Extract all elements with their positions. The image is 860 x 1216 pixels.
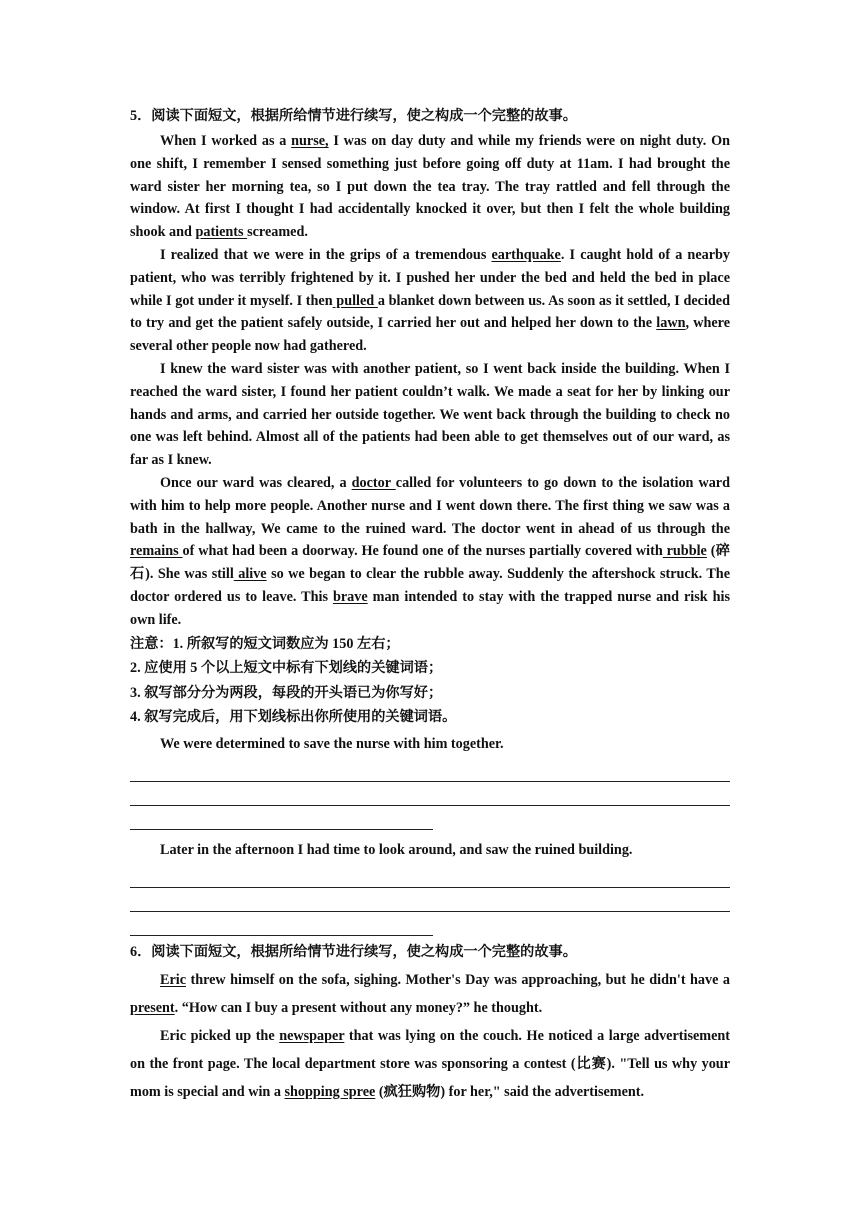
answer-line[interactable]	[130, 806, 433, 830]
question-6-heading: 6．阅读下面短文，根据所给情节进行续写，使之构成一个完整的故事。	[130, 943, 577, 960]
q6-paragraph-2: Eric picked up the newspaper that was lying on the couch. He noticed a large advertisement on the front page. The local department store was sponsoring a contest (比赛). "Tell us why your mom is special and win a shopping spree (疯狂购物) for her," said the advertisement.	[130, 1027, 730, 1100]
q5-note-1: 注意：1. 所叙写的短文词数应为 150 左右；	[130, 635, 400, 652]
q5-paragraph-4: Once our ward was cleared, a doctor called for volunteers to go down to the isolation ward with him to help more people. Another nurse and I went down there. The first thing we saw was a bath in the hallway, We came to the ruined ward. The doctor went in ahead of us through the remains of what had been a doorway. He found one of the nurses partially covered with rubble (碎石). She was still alive so we began to clear the rubble away. Suddenly the aftershock struck. The doctor ordered us to leave. This brave man intended to stay with the trapped nurse and risk his own life.	[130, 474, 730, 628]
answer-line[interactable]	[130, 782, 730, 806]
document-page	[130, 100, 730, 1106]
q5-opener-2: Later in the afternoon I had time to look around, and saw the ruined building.	[160, 841, 633, 858]
q6-paragraph-1: Eric threw himself on the sofa, sighing. Mother's Day was approaching, but he didn't have a present. “How can I buy a present without any money?” he thought.	[130, 971, 730, 1016]
q5-note-3: 3. 叙写部分分为两段，每段的开头语已为你写好；	[130, 684, 443, 701]
q5-paragraph-3: I knew the ward sister was with another patient, so I went back inside the building. When I reached the ward sister, I found her patient couldn’t walk. We made a seat for her by linking our hands and arms, and carried her outside together. We went back through the building to check no one was left behind. Almost all of the patients had been able to get themselves out of our ward, as far as I knew.	[130, 360, 730, 469]
q5-note-4: 4. 叙写完成后，用下划线标出你所使用的关键词语。	[130, 709, 457, 726]
answer-line[interactable]	[130, 864, 730, 888]
q5-opener-1: We were determined to save the nurse with him together.	[160, 735, 504, 752]
answer-line[interactable]	[130, 758, 730, 782]
q5-note-2: 2. 应使用 5 个以上短文中标有下划线的关键词语；	[130, 660, 443, 677]
answer-line[interactable]	[130, 912, 433, 936]
answer-line[interactable]	[130, 888, 730, 912]
q5-paragraph-2: I realized that we were in the grips of a tremendous earthquake. I caught hold of a nearby patient, who was terribly frightened by it. I pushed her under the bed and held the bed in place while I got under it myself. I then pulled a blanket down between us. As soon as it settled, I decided to try and get the patient safely outside, I carried her out and helped her down to the lawn, where several other people now had gathered.	[130, 246, 730, 355]
q5-paragraph-1: When I worked as a nurse, I was on day duty and while my friends were on night duty. On one shift, I remember I sensed something just before going off duty at 11am. I had brought the ward sister her morning tea, so I put down the tea tray. The tray rattled and fell through the window. At first I thought I had accidentally knocked it over, but then I felt the whole building shook and patients screamed.	[130, 133, 730, 241]
question-5-heading: 5．阅读下面短文，根据所给情节进行续写，使之构成一个完整的故事。	[130, 108, 577, 124]
